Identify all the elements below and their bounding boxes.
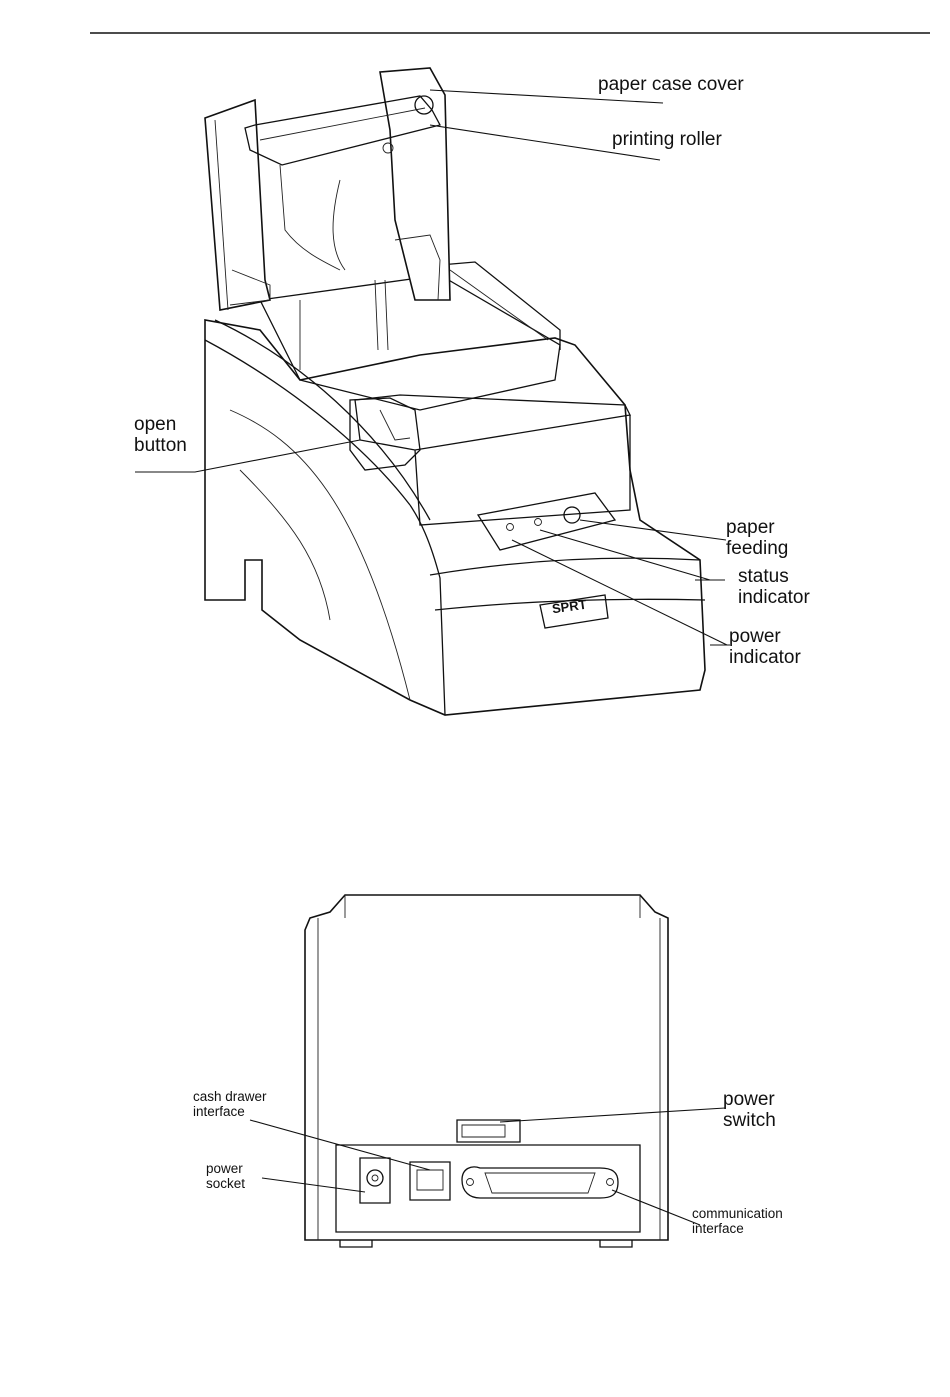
label-paper-feeding: paper feeding xyxy=(726,517,789,559)
brand-plate-text: SPRT xyxy=(551,596,588,617)
label-cash-drawer-interface: cash drawer interface xyxy=(193,1089,267,1119)
label-communication-interface: communication interface xyxy=(692,1206,783,1236)
label-status-indicator: status indicator xyxy=(738,566,810,608)
label-power-switch: power switch xyxy=(723,1089,776,1131)
label-open-button: open button xyxy=(134,414,187,456)
label-printing-roller: printing roller xyxy=(612,129,722,150)
label-power-socket: power socket xyxy=(206,1161,246,1191)
label-power-indicator: power indicator xyxy=(729,626,801,668)
printer-front-open-drawing xyxy=(205,68,705,715)
printer-rear-drawing xyxy=(305,895,668,1247)
label-paper-case-cover: paper case cover xyxy=(598,74,744,95)
